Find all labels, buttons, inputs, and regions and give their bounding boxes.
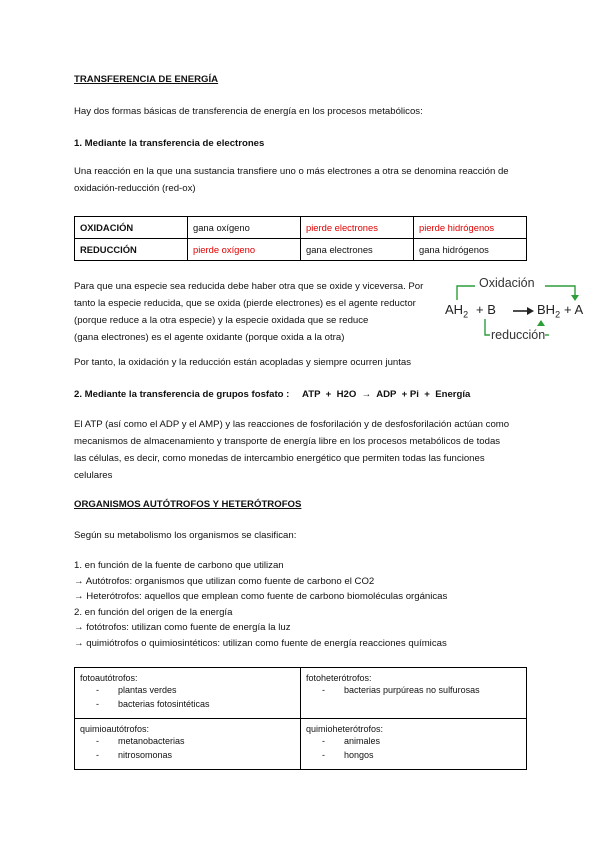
page-title: TRANSFERENCIA DE ENERGÍA xyxy=(74,74,219,85)
cell-title: fotoautótrofos: xyxy=(80,673,138,683)
cell-list xyxy=(306,735,521,762)
table-cell: gana electrones xyxy=(301,239,414,261)
list-item xyxy=(80,698,295,712)
item-text: bacterias purpúreas no sulfurosas xyxy=(344,685,480,695)
table-row xyxy=(75,719,527,770)
list-item xyxy=(306,749,521,763)
oxidation-right-bracket xyxy=(545,286,575,296)
section2-heading: 2. Mediante la transferencia de grupos fosfato : xyxy=(74,389,290,400)
table-cell: pierde oxígeno xyxy=(188,239,301,261)
conclusion-text: Por tanto, la oxidación y la reducción están acopladas y siempre ocurren juntas xyxy=(74,357,412,368)
cell-fotoautotrofos xyxy=(75,668,301,719)
cell-list xyxy=(80,684,295,711)
item-text: nitrosomonas xyxy=(118,749,173,760)
atp-equation: ATP + H2O → ADP + Pi + Energía xyxy=(302,389,471,400)
reaction-arrowhead xyxy=(527,307,534,315)
table-cell: pierde electrones xyxy=(301,217,414,239)
organisms-heading: ORGANISMOS AUTÓTROFOS Y HETERÓTROFOS xyxy=(74,499,302,510)
row-label: OXIDACIÓN xyxy=(75,217,188,239)
paragraph-line: (porque reduce a la otra especie) y la especie oxidada que se reduce xyxy=(74,315,369,326)
redox-diagram xyxy=(445,277,590,347)
paragraph-line: Para que una especie sea reducida debe haber otra que se oxide y viceversa. Por xyxy=(74,281,424,292)
bullet-dash: - xyxy=(96,749,99,760)
product-text: BH xyxy=(537,302,556,317)
list-item: 2. en función del origen de la energía xyxy=(74,606,233,618)
item-text: metanobacterias xyxy=(118,736,185,746)
organisms-intro: Según su metabolismo los organismos se clasifican: xyxy=(74,530,297,541)
table-row xyxy=(75,668,527,719)
table-cell: pierde hidrógenos xyxy=(414,217,527,239)
list-item xyxy=(80,684,295,698)
cell-list xyxy=(80,735,295,762)
item-text: plantas verdes xyxy=(118,685,177,695)
bullet-dash: - xyxy=(322,736,325,746)
paragraph-line: celulares xyxy=(74,470,113,481)
list-item xyxy=(306,684,521,698)
paragraph-line: oxidación-reducción (red-ox) xyxy=(74,183,196,194)
reactant-subscript: 2 xyxy=(463,309,469,320)
reactant-b: + B xyxy=(476,302,496,317)
cell-fotoheterotrofos xyxy=(301,668,527,719)
list-item: → fotótrofos: utilizan como fuente de energía la luz xyxy=(74,622,291,633)
intro-text: Hay dos formas básicas de transferencia de energía en los procesos metabólicos: xyxy=(74,106,423,117)
table-cell: gana oxígeno xyxy=(188,217,301,239)
section2-paragraph xyxy=(74,416,509,484)
table-row xyxy=(75,217,527,239)
list-item: → Autótrofos: organismos que utilizan como fuente de carbono el CO2 xyxy=(74,575,375,587)
cell-quimioautotrofos xyxy=(75,719,301,770)
item-text: bacterias fotosintéticas xyxy=(118,698,210,709)
bullet-dash: - xyxy=(96,698,99,709)
paragraph-line: las células, es decir, como monedas de intercambio energético que permiten todas las funciones xyxy=(74,453,485,464)
cell-title: quimioautótrofos: xyxy=(80,724,150,734)
oxidation-label: Oxidación xyxy=(479,276,535,290)
cell-quimioheterotrofos xyxy=(301,719,527,770)
cell-title: quimioheterótrofos: xyxy=(306,724,384,734)
reduction-left-bracket xyxy=(485,319,490,335)
cell-title: fotoheterótrofos: xyxy=(306,673,372,683)
item-text: hongos xyxy=(344,749,374,760)
coupling-paragraph xyxy=(74,278,423,346)
paragraph-line: Una reacción en la que una sustancia transfiere uno o más electrones a otra se denomina reacción de xyxy=(74,166,509,177)
row-label: REDUCCIÓN xyxy=(75,239,188,261)
reduction-label: reducción xyxy=(491,328,546,342)
list-item: → Heterótrofos: aquellos que emplean como fuente de carbono biomoléculas orgánicas xyxy=(74,591,448,602)
bullet-dash: - xyxy=(322,749,325,760)
paragraph-line: El ATP (así como el ADP y el AMP) y las reacciones de fosforilación y de desfosforilación actúan como xyxy=(74,419,510,430)
paragraph-line: tanto la especie reducida, que se oxida (pierde electrones) es el agente reductor xyxy=(74,298,416,309)
product-subscript: 2 xyxy=(555,309,561,320)
product-a: + A xyxy=(564,302,584,317)
section1-paragraph xyxy=(74,163,509,197)
list-item xyxy=(80,749,295,763)
paragraph-line: mecanismos de almacenamiento y transporte de energía libre en los procesos metabólicos de todas xyxy=(74,436,501,447)
table-cell: gana hidrógenos xyxy=(414,239,527,261)
reduction-arrowhead xyxy=(537,320,545,326)
list-item xyxy=(306,735,521,749)
classification-table xyxy=(74,667,527,770)
paragraph-line: (gana electrones) es el agente oxidante (porque oxida a la otra) xyxy=(74,332,345,343)
bullet-dash: - xyxy=(96,736,99,746)
item-text: animales xyxy=(344,736,381,746)
reactant-text: AH xyxy=(445,302,464,317)
reactant-ah2 xyxy=(445,302,468,320)
list-item: 1. en función de la fuente de carbono que utilizan xyxy=(74,560,284,571)
section1-heading: 1. Mediante la transferencia de electrones xyxy=(74,138,265,149)
cell-list xyxy=(306,684,521,698)
table-row xyxy=(75,239,527,261)
classification-list xyxy=(74,558,447,651)
list-item: → quimiótrofos o quimiosintéticos: utilizan como fuente de energía reacciones químicas xyxy=(74,637,447,649)
bullet-dash: - xyxy=(96,685,99,695)
list-item xyxy=(80,735,295,749)
oxidation-left-bracket xyxy=(457,286,475,300)
bullet-dash: - xyxy=(322,685,325,695)
oxidation-arrowhead xyxy=(571,295,579,301)
product-bh2 xyxy=(537,302,560,320)
redox-table xyxy=(74,216,527,261)
